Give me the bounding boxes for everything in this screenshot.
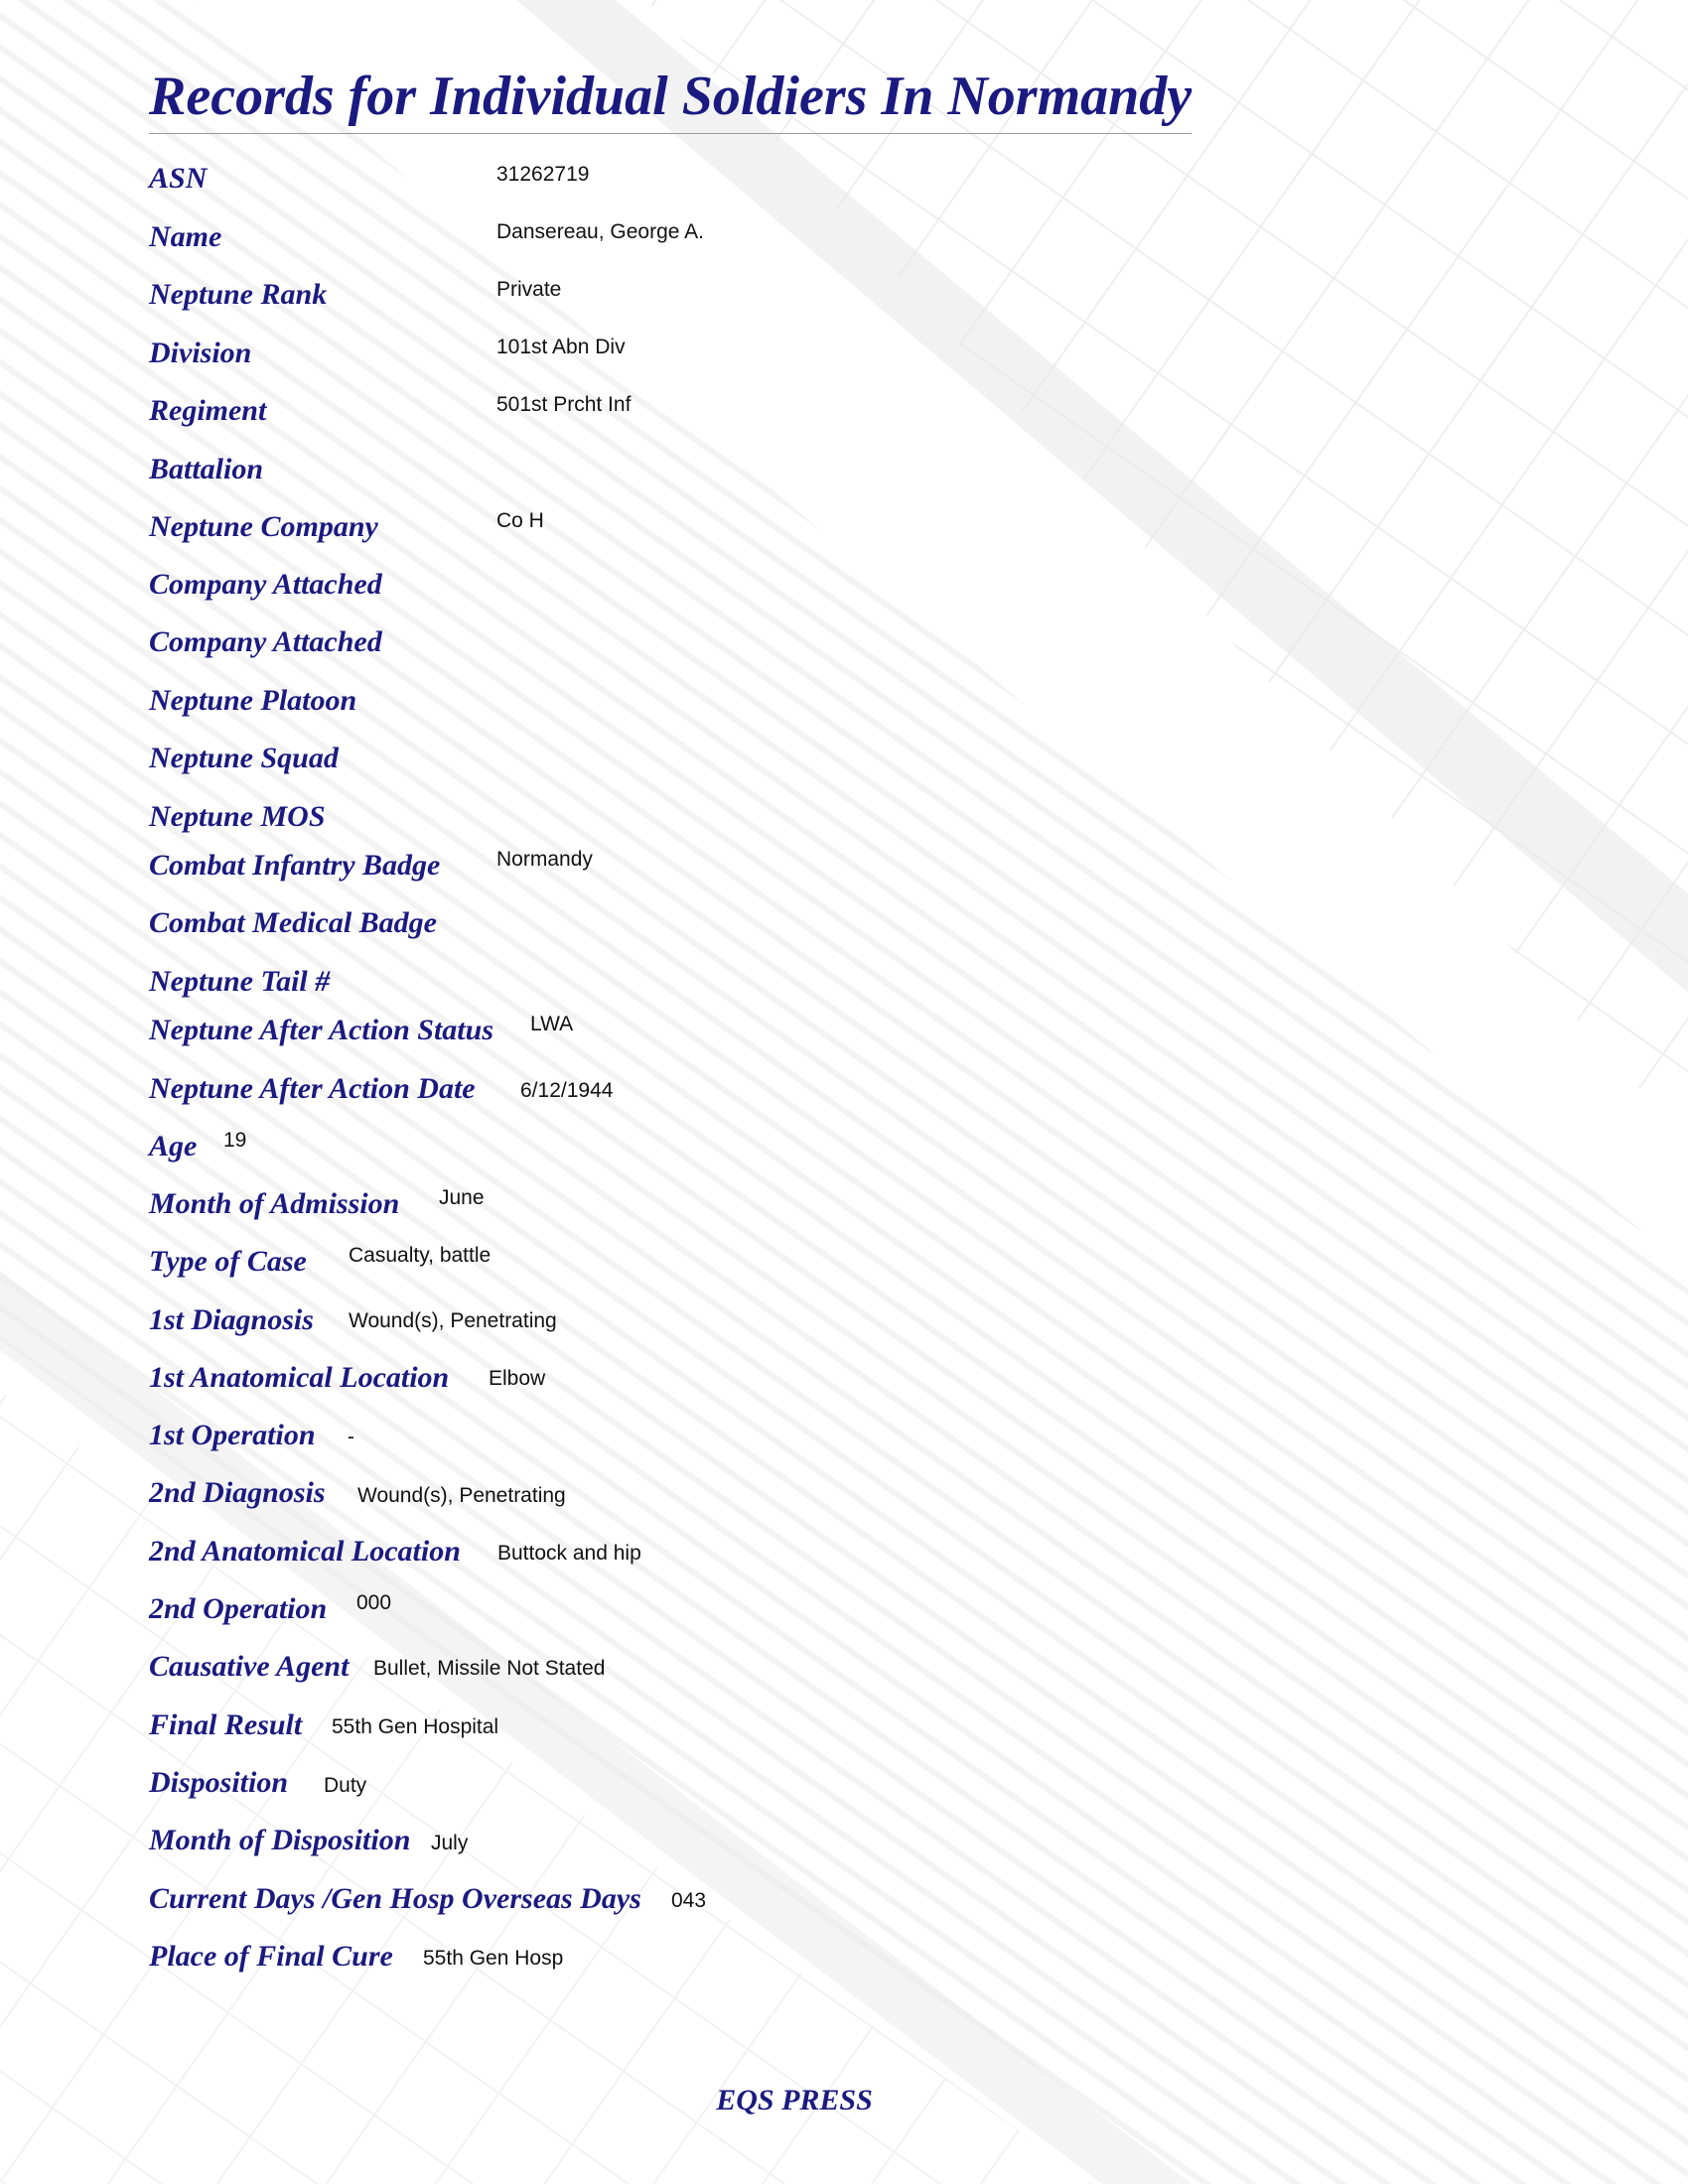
field-value-final-result: 55th Gen Hospital bbox=[332, 1715, 499, 1738]
field-label-final-result: Final Result bbox=[149, 1708, 303, 1741]
field-value-2nd-anatomical-location: Buttock and hip bbox=[497, 1542, 641, 1565]
field-label-2nd-anatomical-location: 2nd Anatomical Location bbox=[149, 1535, 461, 1568]
field-value-1st-operation: - bbox=[348, 1426, 354, 1448]
field-value-after-action-status: LWA bbox=[530, 1013, 574, 1035]
field-value-neptune-company: Co H bbox=[496, 509, 544, 532]
publisher-footer: EQS PRESS bbox=[716, 2084, 873, 2116]
field-value-2nd-operation: 000 bbox=[356, 1591, 392, 1614]
field-label-neptune-squad: Neptune Squad bbox=[149, 742, 339, 774]
field-value-causative-agent: Bullet, Missile Not Stated bbox=[373, 1657, 606, 1680]
field-label-name: Name bbox=[149, 220, 222, 253]
field-value-neptune-rank: Private bbox=[496, 278, 562, 301]
field-value-regiment: 501st Prcht Inf bbox=[496, 393, 632, 416]
field-label-battalion: Battalion bbox=[149, 453, 264, 485]
field-label-age: Age bbox=[149, 1130, 198, 1162]
field-label-overseas-days: Current Days /Gen Hosp Overseas Days bbox=[149, 1882, 641, 1915]
field-label-disposition: Disposition bbox=[149, 1766, 289, 1799]
field-value-age: 19 bbox=[223, 1129, 247, 1152]
field-value-month-of-disposition: July bbox=[431, 1832, 469, 1854]
field-label-combat-infantry-badge: Combat Infantry Badge bbox=[149, 849, 441, 882]
field-label-1st-diagnosis: 1st Diagnosis bbox=[149, 1303, 314, 1336]
field-label-2nd-operation: 2nd Operation bbox=[149, 1592, 328, 1625]
field-label-after-action-status: Neptune After Action Status bbox=[149, 1014, 493, 1046]
field-label-1st-operation: 1st Operation bbox=[149, 1419, 316, 1451]
field-label-regiment: Regiment bbox=[149, 394, 267, 427]
field-label-asn: ASN bbox=[149, 162, 208, 195]
field-value-division: 101st Abn Div bbox=[496, 336, 626, 358]
field-label-neptune-rank: Neptune Rank bbox=[149, 278, 328, 311]
field-label-neptune-mos: Neptune MOS bbox=[149, 800, 326, 833]
field-label-neptune-tail: Neptune Tail # bbox=[149, 965, 331, 998]
field-label-causative-agent: Causative Agent bbox=[149, 1650, 350, 1683]
field-label-month-of-disposition: Month of Disposition bbox=[149, 1824, 411, 1856]
field-value-name: Dansereau, George A. bbox=[496, 220, 704, 243]
field-label-neptune-company: Neptune Company bbox=[149, 510, 378, 543]
field-value-1st-anatomical-location: Elbow bbox=[489, 1367, 546, 1390]
field-value-2nd-diagnosis: Wound(s), Penetrating bbox=[357, 1484, 566, 1507]
field-label-1st-anatomical-location: 1st Anatomical Location bbox=[149, 1361, 450, 1394]
field-value-disposition: Duty bbox=[324, 1774, 367, 1797]
field-label-type-of-case: Type of Case bbox=[149, 1245, 307, 1278]
field-label-month-of-admission: Month of Admission bbox=[149, 1187, 400, 1220]
field-value-month-of-admission: June bbox=[439, 1186, 485, 1209]
field-value-overseas-days: 043 bbox=[671, 1889, 707, 1912]
field-label-place-of-final-cure: Place of Final Cure bbox=[149, 1940, 393, 1973]
page-title: Records for Individual Soldiers In Normandy bbox=[149, 66, 1193, 127]
field-label-division: Division bbox=[149, 337, 252, 369]
field-value-after-action-date: 6/12/1944 bbox=[520, 1079, 614, 1102]
field-label-company-attached-1: Company Attached bbox=[149, 568, 382, 601]
field-value-combat-infantry-badge: Normandy bbox=[496, 848, 593, 871]
title-divider bbox=[149, 133, 1192, 134]
field-label-combat-medical-badge: Combat Medical Badge bbox=[149, 906, 437, 939]
field-value-type-of-case: Casualty, battle bbox=[349, 1244, 492, 1267]
field-label-neptune-platoon: Neptune Platoon bbox=[149, 684, 357, 717]
field-label-company-attached-2: Company Attached bbox=[149, 625, 382, 658]
field-value-asn: 31262719 bbox=[496, 163, 590, 186]
field-value-place-of-final-cure: 55th Gen Hosp bbox=[423, 1947, 564, 1970]
field-label-after-action-date: Neptune After Action Date bbox=[149, 1072, 476, 1105]
field-label-2nd-diagnosis: 2nd Diagnosis bbox=[149, 1476, 326, 1509]
field-value-1st-diagnosis: Wound(s), Penetrating bbox=[349, 1309, 557, 1332]
